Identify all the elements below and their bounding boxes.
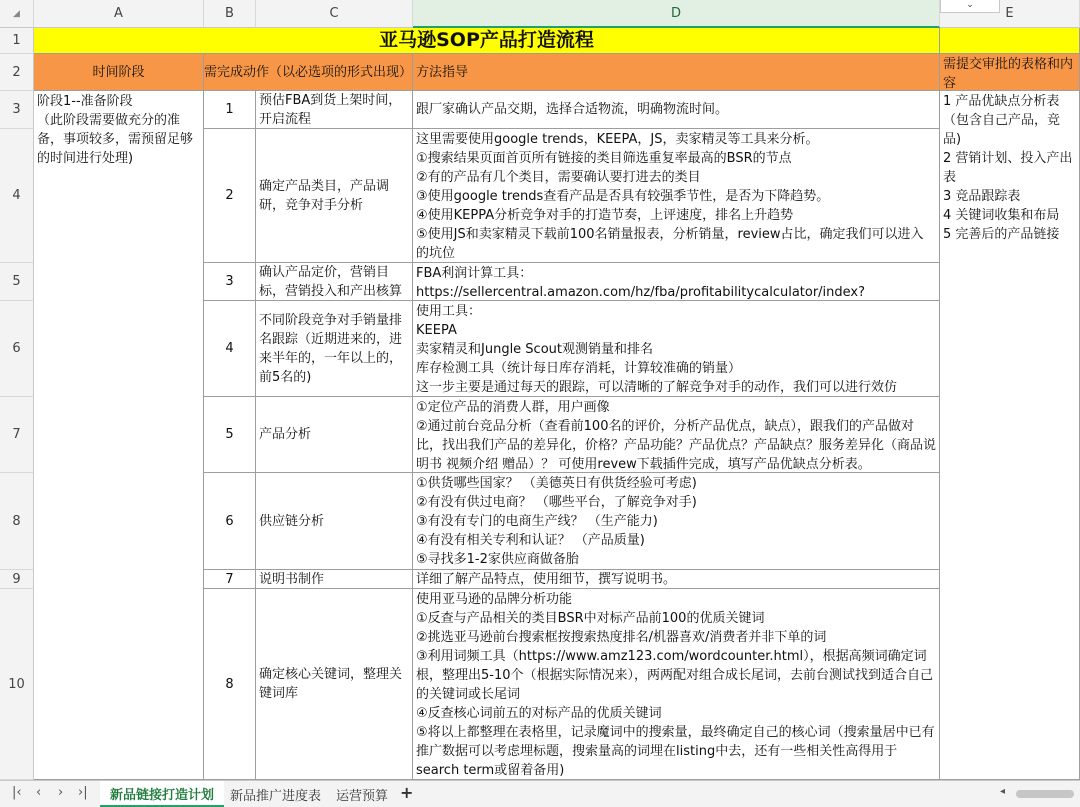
next-sheet-icon[interactable]: › (58, 785, 64, 800)
first-sheet-icon[interactable]: |‹ (12, 785, 22, 800)
header-stage[interactable]: 时间阶段 (34, 54, 204, 91)
row-header-6[interactable]: 6 (0, 301, 34, 397)
row-header-2[interactable]: 2 (0, 54, 34, 91)
step-method[interactable]: ①供货哪些国家？ （美德英日有供货经验可考虑) ②有没有供过电商？ （哪些平台，了解竞争对手) ③有没有专门的电商生产线？ （生产能力) ④有没有相关专利和认证？ （产品质量) ⑤寻找多1-2家供应商做备胎 (413, 473, 940, 570)
step-method[interactable]: 这里需要使用google trends，KEEPA，JS，卖家精灵等工具来分析。 ①搜索结果页面首页所有链接的类目筛选重复率最高的BSR的节点 ②有的产品有几个类目，需要确认要打进去的类目 ③使用google trends查看产品是否具有较强季节性，是否为下降趋势。 ④使用KEPPA分析竞争对手的打造节奏，上评速度，排名上升趋势 ⑤使用JS和卖家精灵下载前100名销量报表，分析销量，review占比，确定我们可以进入的坑位 (413, 129, 940, 263)
row-header-8[interactable]: 8 (0, 473, 34, 570)
stage-cell[interactable]: 阶段1--准备阶段 （此阶段需要做充分的准备，事项较多，需预留足够的时间进行处理) (34, 91, 204, 780)
select-all-corner[interactable]: ◢ (0, 0, 34, 28)
step-number[interactable]: 5 (204, 397, 256, 473)
step-action[interactable]: 确认产品定价，营销目标，营销投入和产出核算 (256, 263, 413, 301)
header-method[interactable]: 方法指导 (413, 54, 940, 91)
step-method[interactable]: 使用工具： KEEPA 卖家精灵和Jungle Scout观测销量和排名 库存检测工具（统计每日库存消耗，计算较准确的销量） 这一步主要是通过每天的跟踪，可以清晰的了解竞争对手的动作，我们可以进行效仿 (413, 301, 940, 397)
column-header-b[interactable]: B (204, 0, 256, 28)
header-forms[interactable]: 需提交审批的表格和内容 (940, 54, 1080, 91)
add-sheet-icon[interactable]: + (400, 783, 414, 802)
step-number[interactable]: 6 (204, 473, 256, 570)
row-header-1[interactable]: 1 (0, 28, 34, 54)
prev-sheet-icon[interactable]: ‹ (36, 785, 42, 800)
column-header-e[interactable]: E (940, 0, 1080, 28)
sheet-tab-promotion-progress[interactable]: 新品推广进度表 (230, 788, 322, 804)
row-header-7[interactable]: 7 (0, 397, 34, 473)
step-action[interactable]: 产品分析 (256, 397, 413, 473)
last-sheet-icon[interactable]: ›| (78, 785, 88, 800)
row-header-5[interactable]: 5 (0, 263, 34, 301)
expand-formula-bar-icon[interactable]: ⌄ (940, 0, 1000, 13)
forms-cell[interactable]: 1 产品优缺点分析表 （包含自己产品，竞品) 2 营销计划、投入产出表 3 竞品跟踪表 4 关键词收集和布局 5 完善后的产品链接 (940, 91, 1080, 780)
step-number[interactable]: 7 (204, 570, 256, 589)
step-action[interactable]: 确定核心关键词，整理关键词库 (256, 589, 413, 780)
step-method[interactable]: ①定位产品的消费人群，用户画像 ②通过前台竞品分析（查看前100名的评价，分析产品优点，缺点），跟我们的产品做对比，找出我们产品的差异化，价格？产品功能？产品优点？产品缺点？服务差异化（商品说明书 视频介绍 赠品）？ 可使用revew下载插件完成，填写产品优缺点分析表。 (413, 397, 940, 473)
step-method[interactable]: 详细了解产品特点，使用细节，撰写说明书。 (413, 570, 940, 589)
sheet-title[interactable]: 亚马逊SOP产品打造流程 (34, 28, 940, 54)
step-action[interactable]: 不同阶段竞争对手销量排名跟踪（近期进来的，进来半年的，一年以上的，前5名的) (256, 301, 413, 397)
row-header-10[interactable]: 10 (0, 589, 34, 780)
sheet-tab-operating-budget[interactable]: 运营预算 (336, 788, 389, 804)
step-action[interactable]: 预估FBA到货上架时间，开启流程 (256, 91, 413, 129)
column-header-a[interactable]: A (34, 0, 204, 28)
row-header-4[interactable]: 4 (0, 129, 34, 263)
sheet-tab-new-listing-plan[interactable]: 新品链接打造计划 (100, 781, 224, 807)
step-number[interactable]: 1 (204, 91, 256, 129)
row-header-9[interactable]: 9 (0, 570, 34, 589)
row-header-3[interactable]: 3 (0, 91, 34, 129)
step-method[interactable]: 使用亚马逊的品牌分析功能 ①反查与产品相关的类目BSR中对标产品前100的优质关键词 ②挑选亚马逊前台搜索框按搜索热度排名/机器喜欢/消费者并非下单的词 ③利用词频工具（https://www.amz123.com/wordcounter.html），根据高频词确定词根，整理出5-10个（根据实际情况来），两两配对组合成长尾词，去前台测试找到适合自己的关键词或长尾词 ④反查核心词前五的对标产品的优质关键词 ⑤将以上都整理在表格里，记录魔词中的搜索量，最终确定自己的核心词（搜索量居中已有推广数据可以考虑埋标题，搜索量高的词埋在listing中去，还有一些相关性高得用于search term或留着备用) (413, 589, 940, 780)
title-cell-e[interactable] (940, 28, 1080, 54)
step-method[interactable]: FBA利润计算工具： https://sellercentral.amazon.com/hz/fba/profitabilitycalculator/index? (413, 263, 940, 301)
header-action[interactable]: 需完成动作（以必选项的形式出现） (204, 54, 413, 91)
step-method[interactable]: 跟厂家确认产品交期，选择合适物流，明确物流时间。 (413, 91, 940, 129)
horizontal-scrollbar[interactable] (1016, 790, 1074, 798)
step-number[interactable]: 4 (204, 301, 256, 397)
step-action[interactable]: 确定产品类目，产品调研，竞争对手分析 (256, 129, 413, 263)
column-header-d[interactable]: D (413, 0, 940, 28)
column-header-c[interactable]: C (256, 0, 413, 28)
step-action[interactable]: 供应链分析 (256, 473, 413, 570)
sheet-tab-bar (0, 780, 1080, 807)
step-action[interactable]: 说明书制作 (256, 570, 413, 589)
step-number[interactable]: 8 (204, 589, 256, 780)
scroll-left-icon[interactable]: ◂ (1000, 786, 1006, 797)
step-number[interactable]: 2 (204, 129, 256, 263)
step-number[interactable]: 3 (204, 263, 256, 301)
